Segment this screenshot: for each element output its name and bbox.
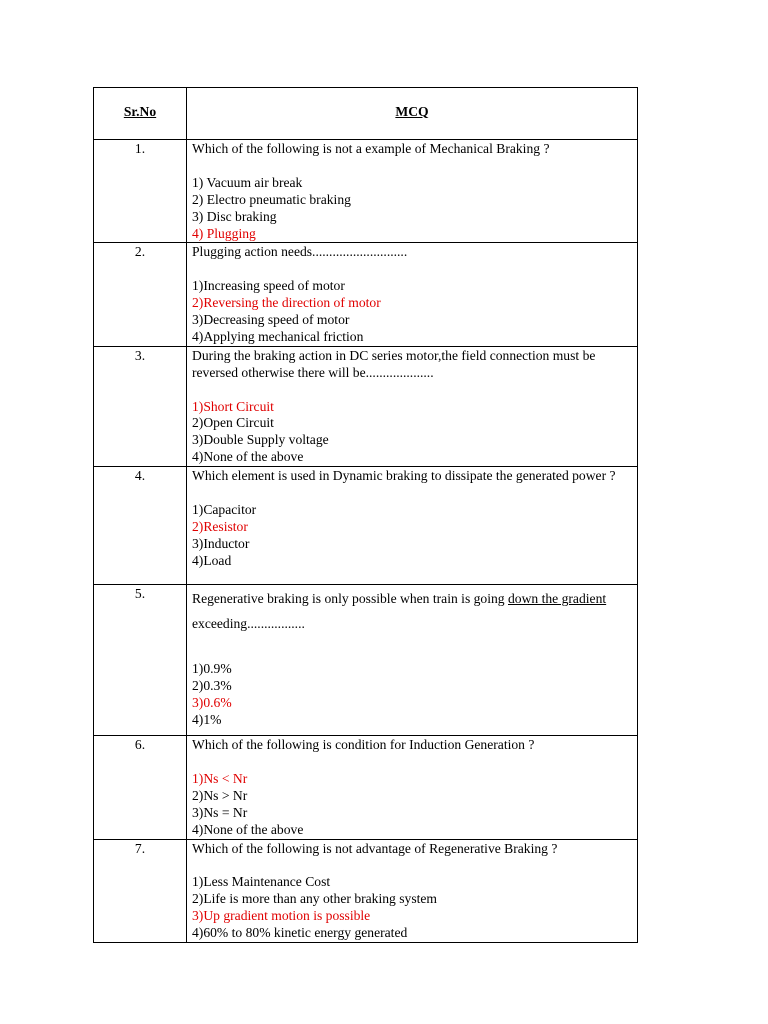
correct-option: 3)0.6% — [192, 694, 232, 710]
correct-option: 3)Up gradient motion is possible — [192, 908, 371, 924]
question-number: 3. — [94, 346, 187, 466]
option: 4)None of the above — [192, 449, 304, 465]
table-row — [94, 736, 638, 839]
question-text: Which of the following is not advantage of Regenerative Braking ? — [192, 840, 558, 856]
header-row — [94, 88, 638, 140]
correct-option: 2)Resistor — [192, 518, 248, 534]
question-text: Plugging action needs............................ — [192, 244, 408, 260]
question-text: Which of the following is not a example of Mechanical Braking ? — [192, 141, 550, 156]
question-cell — [187, 585, 638, 736]
correct-option: 4) Plugging — [192, 225, 256, 241]
option: 3)Decreasing speed of motor — [192, 312, 350, 328]
correct-option: 1)Short Circuit — [192, 398, 274, 414]
option: 2)Life is more than any other braking system — [192, 891, 437, 907]
question-cell — [187, 839, 638, 942]
option: 3) Disc braking — [192, 208, 277, 224]
option: 1)Capacitor — [192, 501, 257, 517]
option: 4)Load — [192, 552, 232, 568]
underlined-phrase: down the gradient — [508, 591, 607, 607]
correct-option: 1)Ns < Nr — [192, 770, 248, 786]
table-row — [94, 346, 638, 466]
question-number: 6. — [94, 736, 187, 839]
question-cell — [187, 243, 638, 346]
question-text: Which of the following is condition for Induction Generation ? — [192, 737, 535, 753]
table-row — [94, 140, 638, 243]
table-row — [94, 243, 638, 346]
option: 1)Less Maintenance Cost — [192, 874, 331, 890]
option: 2)Ns > Nr — [192, 787, 248, 803]
question-text: During the braking action in DC series motor,the field connection must be reversed otherwise there will be.................... — [192, 347, 596, 380]
option: 2) Electro pneumatic braking — [192, 191, 351, 207]
option: 1)0.9% — [192, 661, 232, 677]
question-text: Which element is used in Dynamic braking to dissipate the generated power ? — [192, 468, 616, 484]
question-number: 1. — [94, 140, 187, 243]
table-row — [94, 585, 638, 736]
header-srno: Sr.No — [94, 88, 187, 140]
option: 2)0.3% — [192, 678, 232, 694]
correct-option: 2)Reversing the direction of motor — [192, 295, 381, 311]
table-row — [94, 839, 638, 942]
question-number: 4. — [94, 467, 187, 585]
question-number: 7. — [94, 839, 187, 942]
option: 3)Ns = Nr — [192, 804, 248, 820]
option: 4)60% to 80% kinetic energy generated — [192, 925, 408, 941]
option: 3)Double Supply voltage — [192, 432, 329, 448]
question-number: 5. — [94, 585, 187, 736]
option: 4)1% — [192, 711, 222, 727]
option: 1)Increasing speed of motor — [192, 278, 345, 294]
question-text: Regenerative braking is only possible when train is going down the gradient exceeding................. — [192, 591, 607, 632]
header-mcq: MCQ — [187, 88, 638, 140]
question-cell — [187, 140, 638, 243]
option: 4)None of the above — [192, 821, 304, 837]
question-number: 2. — [94, 243, 187, 346]
option: 2)Open Circuit — [192, 415, 274, 431]
option: 3)Inductor — [192, 535, 250, 551]
question-cell — [187, 736, 638, 839]
question-cell — [187, 346, 638, 466]
mcq-table — [93, 87, 638, 943]
option: 1) Vacuum air break — [192, 174, 303, 190]
question-cell — [187, 467, 638, 585]
table-row — [94, 467, 638, 585]
option: 4)Applying mechanical friction — [192, 328, 364, 344]
